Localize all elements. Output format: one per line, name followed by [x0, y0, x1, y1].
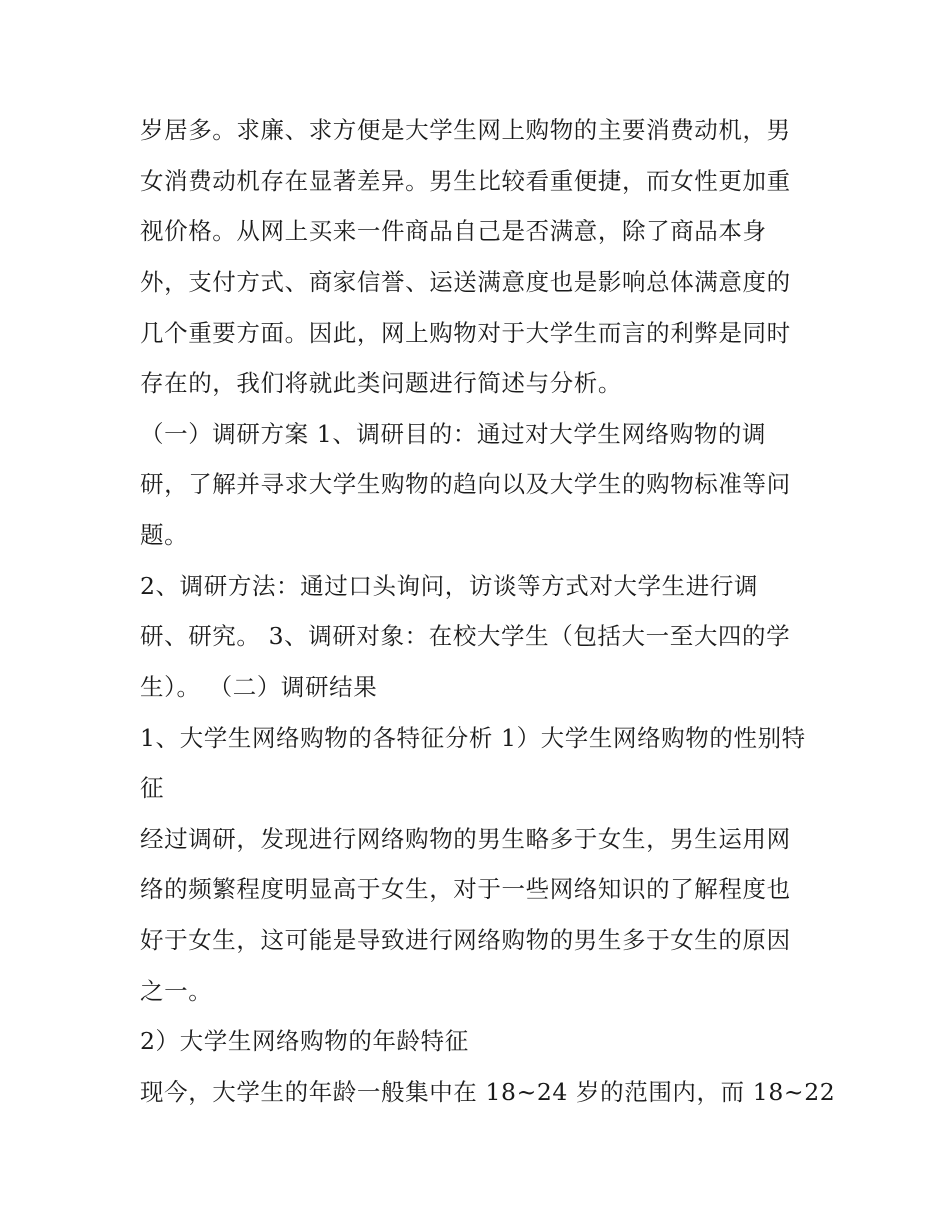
text-line: 之一。: [140, 977, 213, 1005]
text-line: 好于女生，这可能是导致进行网络购物的男生多于女生的原因: [140, 926, 791, 954]
text-line: 2）大学生网络购物的年龄特征: [140, 1027, 469, 1055]
text-line: （一）调研方案 1、调研目的：通过对大学生网络购物的调: [140, 420, 767, 448]
text-line: 视价格。从网上买来一件商品自己是否满意，除了商品本身: [140, 217, 767, 245]
text-line: 存在的，我们将就此类问题进行简述与分析。: [140, 369, 622, 397]
text-line: 几个重要方面。因此，网上购物对于大学生而言的利弊是同时: [140, 319, 791, 347]
text-line: 征: [140, 774, 165, 802]
text-line: 研、研究。 3、调研对象：在校大学生（包括大一至大四的学: [140, 622, 791, 650]
text-line: 生）。 （二）调研结果: [140, 673, 378, 701]
text-line: 1、大学生网络购物的各特征分析 1）大学生网络购物的性别特: [140, 724, 806, 752]
text-line: 女消费动机存在显著差异。男生比较看重便捷，而女性更加重: [140, 167, 791, 195]
text-line: 现今，大学生的年龄一般集中在 18~24 岁的范围内，而 18~22: [140, 1078, 836, 1106]
text-line: 题。: [140, 521, 189, 549]
text-line: 研，了解并寻求大学生购物的趋向以及大学生的购物标准等问: [140, 470, 791, 498]
text-line: 2、调研方法：通过口头询问，访谈等方式对大学生进行调: [140, 572, 759, 600]
text-line: 岁居多。求廉、求方便是大学生网上购物的主要消费动机，男: [140, 116, 791, 144]
text-line: 络的频繁程度明显高于女生，对于一些网络知识的了解程度也: [140, 875, 791, 903]
text-line: 经过调研，发现进行网络购物的男生略多于女生，男生运用网: [140, 825, 791, 853]
text-line: 外，支付方式、商家信誉、运送满意度也是影响总体满意度的: [140, 268, 791, 296]
